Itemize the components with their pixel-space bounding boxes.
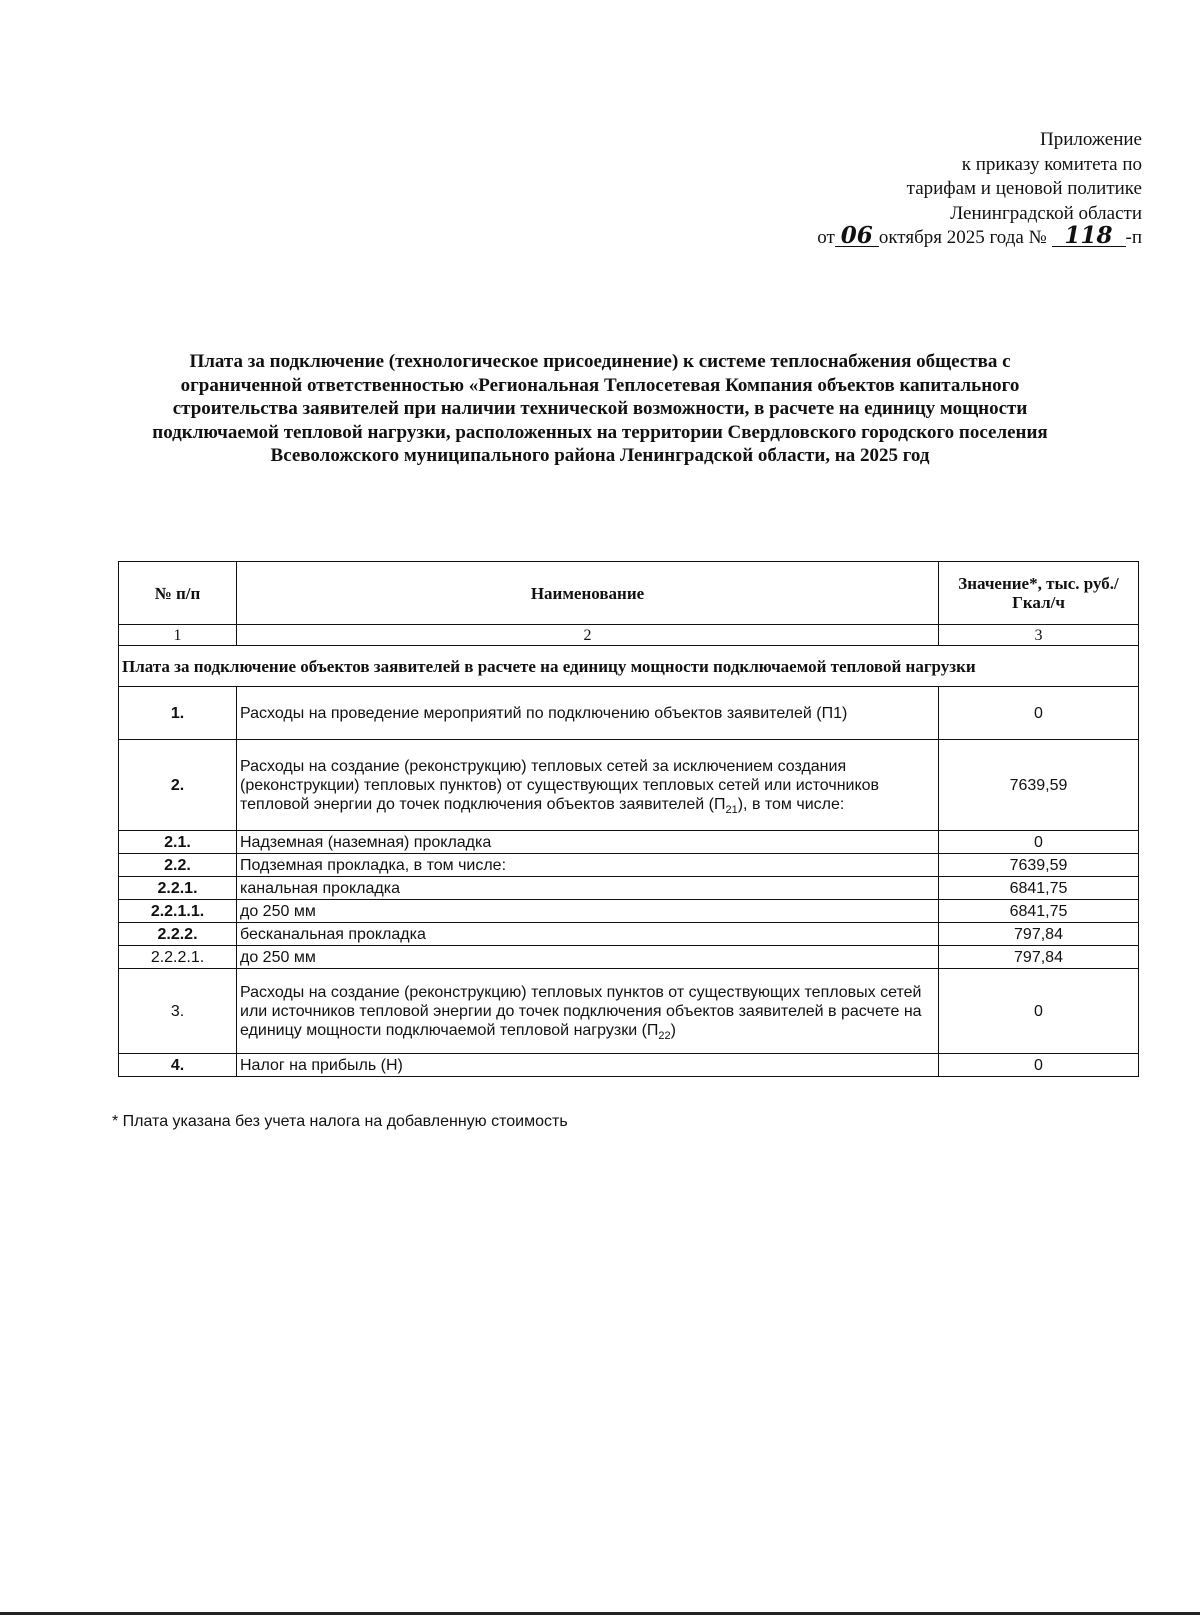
header-name: Наименование bbox=[237, 562, 939, 625]
row-num: 2.2.1. bbox=[119, 877, 237, 900]
appendix-committee: тарифам и ценовой политике bbox=[906, 178, 1142, 199]
date-rest: октября 2025 года № bbox=[878, 227, 1047, 248]
order-suffix: -п bbox=[1125, 227, 1142, 248]
appendix-title: Приложение bbox=[1040, 129, 1142, 150]
row-num: 1. bbox=[119, 687, 237, 740]
row-value: 0 bbox=[939, 831, 1139, 854]
row-name-text: Расходы на создание (реконструкцию) тепловых сетей за исключением создания (реконструкции) тепловых пунктов) от существующих тепловых сетей или источников тепловой энергии до точек подключения объектов заявителей (П bbox=[240, 757, 880, 813]
table-row bbox=[119, 1054, 1139, 1077]
column-index: 2 bbox=[237, 625, 939, 646]
row-value: 7639,59 bbox=[939, 854, 1139, 877]
row-name-subscript: 22 bbox=[658, 1029, 671, 1042]
date-prefix: от bbox=[817, 227, 835, 248]
column-index: 3 bbox=[939, 625, 1139, 646]
row-name-subscript: 21 bbox=[725, 803, 738, 816]
row-value: 7639,59 bbox=[939, 740, 1139, 831]
row-name: бесканальная прокладка bbox=[237, 923, 939, 946]
header-value: Значение*, тыс. руб./Гкал/ч bbox=[939, 562, 1139, 625]
table-row bbox=[119, 854, 1139, 877]
row-value: 0 bbox=[939, 969, 1139, 1054]
column-index: 1 bbox=[119, 625, 237, 646]
handwritten-day: 06 bbox=[835, 226, 879, 247]
table-row bbox=[119, 900, 1139, 923]
row-name: до 250 мм bbox=[237, 900, 939, 923]
appendix-region: Ленинградской области bbox=[950, 202, 1142, 224]
column-index-row bbox=[119, 625, 1139, 646]
appendix-order-ref: к приказу комитета по bbox=[961, 153, 1142, 175]
document-title: Плата за подключение (технологическое присоединение) к системе теплоснабжения общества с ограниченной ответственностью «Региональная Теплосетевая Компания объектов капитального строительства заявителей при наличии технической возможности, в расчете на единицу мощности подключаемой тепловой нагрузки, расположенных на территории Свердловского городского поселения Всеволожского муниципального района Ленинградской области, на 2025 год bbox=[152, 351, 1048, 466]
row-name: Подземная прокладка, в том числе: bbox=[237, 854, 939, 877]
row-name: Расходы на проведение мероприятий по подключению объектов заявителей (П1) bbox=[237, 687, 939, 740]
table-row bbox=[119, 923, 1139, 946]
fee-table bbox=[118, 561, 1139, 1077]
row-value: 0 bbox=[939, 687, 1139, 740]
table-row bbox=[119, 740, 1139, 831]
row-name: Налог на прибыль (Н) bbox=[237, 1054, 939, 1077]
section-row bbox=[119, 646, 1139, 687]
row-name-text-end: ), в том числе: bbox=[737, 795, 845, 813]
row-num: 2. bbox=[119, 740, 237, 831]
row-value: 797,84 bbox=[939, 923, 1139, 946]
row-num: 2.2. bbox=[119, 854, 237, 877]
row-num: 2.2.2.1. bbox=[119, 946, 237, 969]
row-num: 2.2.1.1. bbox=[119, 900, 237, 923]
row-value: 6841,75 bbox=[939, 900, 1139, 923]
row-value: 0 bbox=[939, 1054, 1139, 1077]
appendix-date-line bbox=[817, 222, 1142, 251]
table-row bbox=[119, 946, 1139, 969]
scan-edge-line bbox=[0, 1612, 1200, 1615]
table-header-row bbox=[119, 562, 1139, 625]
row-name bbox=[237, 969, 939, 1054]
header-num: № п/п bbox=[119, 562, 237, 625]
row-num: 2.1. bbox=[119, 831, 237, 854]
table-row bbox=[119, 877, 1139, 900]
row-value: 797,84 bbox=[939, 946, 1139, 969]
table-row bbox=[119, 831, 1139, 854]
row-value: 6841,75 bbox=[939, 877, 1139, 900]
row-name-text-end: ) bbox=[670, 1021, 676, 1039]
row-name: до 250 мм bbox=[237, 946, 939, 969]
row-name bbox=[237, 740, 939, 831]
row-num: 3. bbox=[119, 969, 237, 1054]
row-num: 4. bbox=[119, 1054, 237, 1077]
row-name: Надземная (наземная) прокладка bbox=[237, 831, 939, 854]
table-row bbox=[119, 969, 1139, 1054]
table-row bbox=[119, 687, 1139, 740]
vat-footnote: * Плата указана без учета налога на добавленную стоимость bbox=[112, 1113, 568, 1130]
row-num: 2.2.2. bbox=[119, 923, 237, 946]
handwritten-order-number: 118 bbox=[1052, 226, 1126, 247]
section-heading: Плата за подключение объектов заявителей в расчете на единицу мощности подключаемой тепловой нагрузки bbox=[119, 646, 1139, 687]
row-name: канальная прокладка bbox=[237, 877, 939, 900]
appendix-block bbox=[817, 128, 1142, 251]
row-name-text: Расходы на создание (реконструкцию) тепловых пунктов от существующих тепловых сетей или источников тепловой энергии до точек подключения объектов заявителей в расчете на единицу мощности подключаемой тепловой нагрузки (П bbox=[240, 983, 922, 1039]
